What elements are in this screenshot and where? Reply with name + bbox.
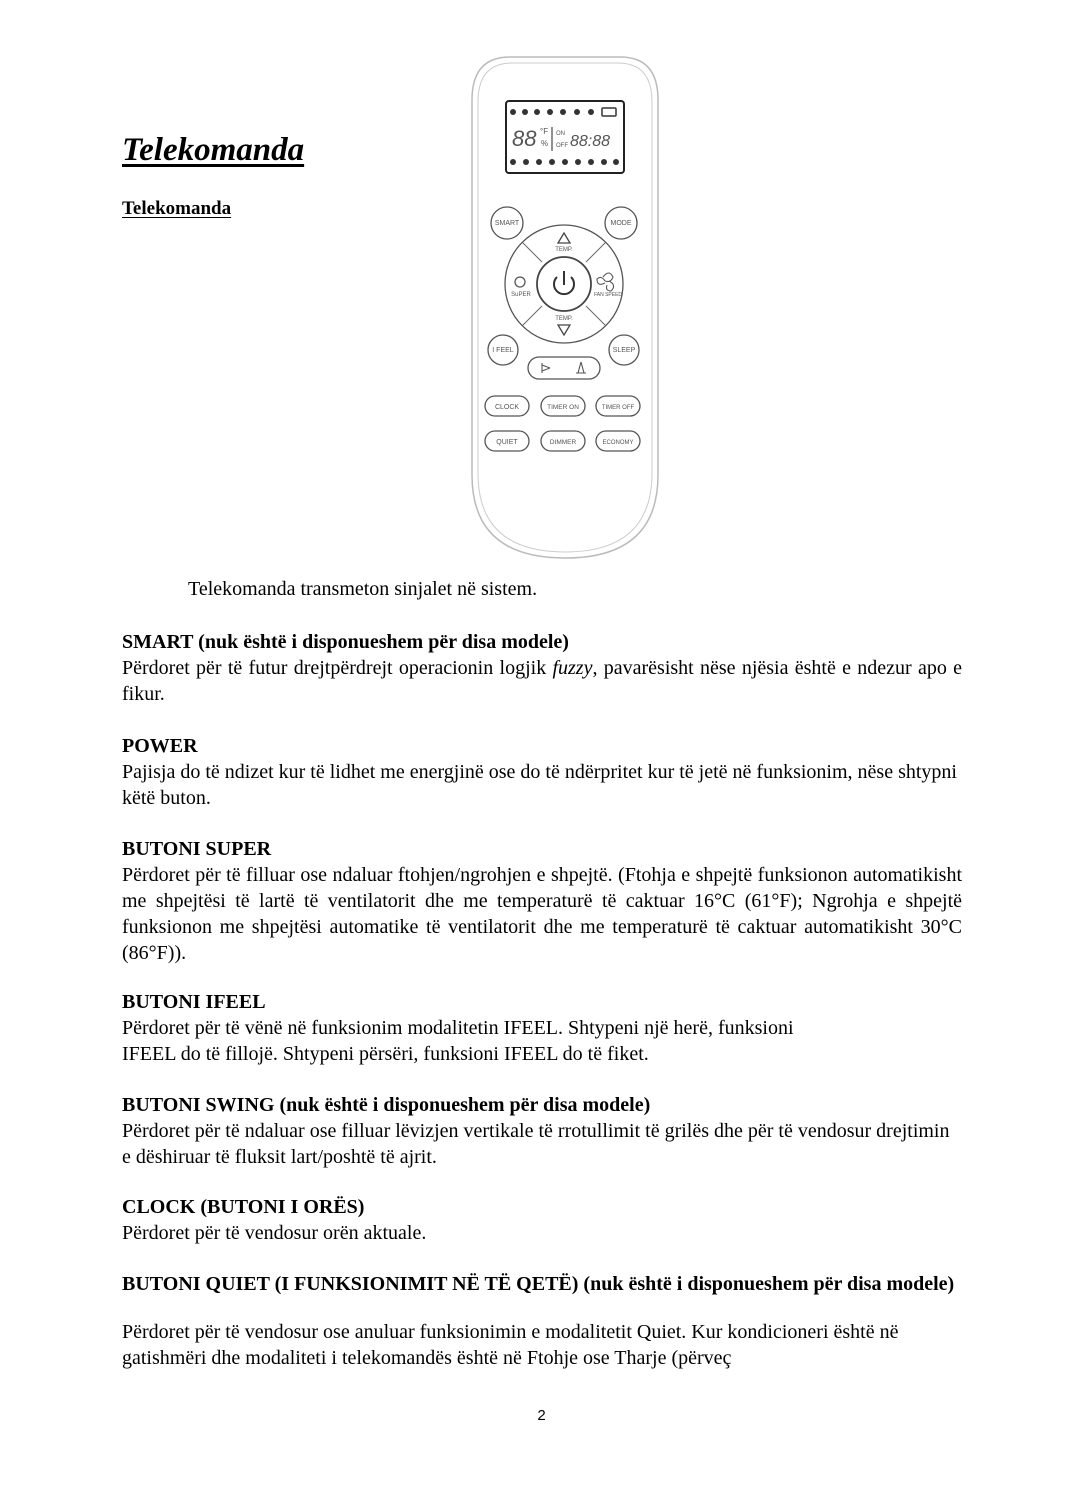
- fuzzy-term: fuzzy: [552, 657, 593, 679]
- timer-off-button-label: TIMER OFF: [601, 405, 635, 411]
- lcd-off-label: OFF: [556, 143, 568, 149]
- lcd-on-label: ON: [556, 131, 565, 137]
- clock-button[interactable]: [485, 396, 529, 416]
- clock-button-label: CLOCK: [494, 404, 520, 411]
- dimmer-button[interactable]: [541, 431, 585, 451]
- swing-button[interactable]: [528, 357, 600, 379]
- remote-control-illustration: [470, 55, 660, 560]
- section-body: Përdoret për të filluar ose ndaluar ftohjen/ngrohjen e shpejtë. (Ftohja e shpejtë funksionon automatikisht me shpejtësi të lartë të ventilatorit dhe me temperaturë të caktuar 16°C (61°F); Ngrohja e shpejtë funksionon me shpejtësi automatike të ventilatorit dhe me temperaturë të caktuar automatikisht 30°C (86°F)).: [122, 864, 962, 964]
- power-button[interactable]: [537, 257, 591, 311]
- timer-on-button[interactable]: [541, 396, 585, 416]
- sleep-button-label: SLEEP: [612, 347, 636, 354]
- section-body: Përdoret për të vendosur orën aktuale.: [122, 1222, 427, 1244]
- temp-up-label: TEMP.: [555, 247, 573, 253]
- section-title: CLOCK (BUTONI I ORËS): [122, 1196, 365, 1218]
- section-body-line-2: IFEEL do të fillojë. Shtypeni përsëri, funksioni IFEEL do të fiket.: [122, 1043, 649, 1065]
- section-clock: [122, 1194, 962, 1246]
- lcd-unit-f: °F: [540, 127, 549, 136]
- lcd-bottom-icons: [510, 159, 619, 165]
- quiet-button-label: QUIET: [496, 439, 518, 446]
- ifeel-button[interactable]: [488, 335, 518, 365]
- section-title: SMART (nuk është i disponueshem për disa modele): [122, 631, 569, 653]
- section-title: BUTONI SUPER: [122, 838, 272, 860]
- section-super: [122, 836, 962, 966]
- lcd-time: 88:88: [570, 133, 611, 150]
- sleep-button[interactable]: [609, 335, 639, 365]
- section-title: POWER: [122, 735, 198, 757]
- timer-off-button[interactable]: [596, 396, 640, 416]
- section-body: Përdoret për të futur drejtpërdrejt operacionin logjik fuzzy, pavarësisht nëse njësia është e ndezur apo e fikur.: [122, 657, 962, 705]
- section-quiet: [122, 1271, 962, 1371]
- section-ifeel: [122, 989, 962, 1067]
- section-smart: [122, 629, 962, 707]
- remote-caption: Telekomanda transmeton sinjalet në sistem.: [188, 578, 538, 600]
- economy-button-label: ECONOMY: [602, 440, 634, 446]
- section-body: Përdoret për të vendosur ose anuluar funksionimin e modalitetit Quiet. Kur kondicioneri është në gatishmëri dhe modaliteti i telekomandës është në Ftohje ose Tharje (përveç: [122, 1321, 899, 1369]
- mode-button-label: MODE: [610, 220, 632, 227]
- section-title: BUTONI IFEEL: [122, 991, 266, 1013]
- section-power: [122, 733, 962, 811]
- mode-button[interactable]: [605, 207, 637, 239]
- smart-button-label: SMART: [494, 220, 520, 227]
- section-title: BUTONI QUIET (I FUNKSIONIMIT NË TË QETË) (nuk është i disponueshem për disa modele): [122, 1273, 955, 1295]
- fan-speed-label: FAN SPEED: [593, 292, 623, 298]
- dimmer-button-label: DIMMER: [549, 439, 577, 446]
- page-title: Telekomanda: [122, 132, 305, 168]
- lcd-display: [506, 101, 624, 173]
- timer-on-button-label: TIMER ON: [547, 404, 579, 411]
- super-button-label: SuPER: [511, 292, 531, 298]
- lcd-unit-percent: %: [541, 139, 549, 148]
- ifeel-button-label: I FEEL: [492, 347, 514, 354]
- section-body-line-1: Përdoret për të vënë në funksionim modalitetin IFEEL. Shtypeni një herë, funksioni: [122, 1017, 794, 1039]
- section-body: Përdoret për të ndaluar ose filluar lëvizjen vertikale të rrotullimit të grilës dhe për të vendosur drejtimin e dëshiruar të fluksit lart/poshtë të ajrit.: [122, 1120, 950, 1168]
- economy-button[interactable]: [596, 431, 640, 451]
- lcd-temperature: 88: [512, 126, 537, 151]
- section-swing: [122, 1092, 962, 1170]
- temp-down-label: TEMP.: [555, 316, 573, 322]
- page-number: 2: [537, 1407, 546, 1424]
- section-body: Pajisja do të ndizet kur të lidhet me energjinë ose do të ndërpritet kur të jetë në funksionim, nëse shtypni këtë buton.: [122, 761, 957, 809]
- smart-button[interactable]: [491, 207, 523, 239]
- section-subtitle: Telekomanda: [122, 198, 232, 219]
- quiet-button[interactable]: [485, 431, 529, 451]
- section-title: BUTONI SWING (nuk është i disponueshem për disa modele): [122, 1094, 651, 1116]
